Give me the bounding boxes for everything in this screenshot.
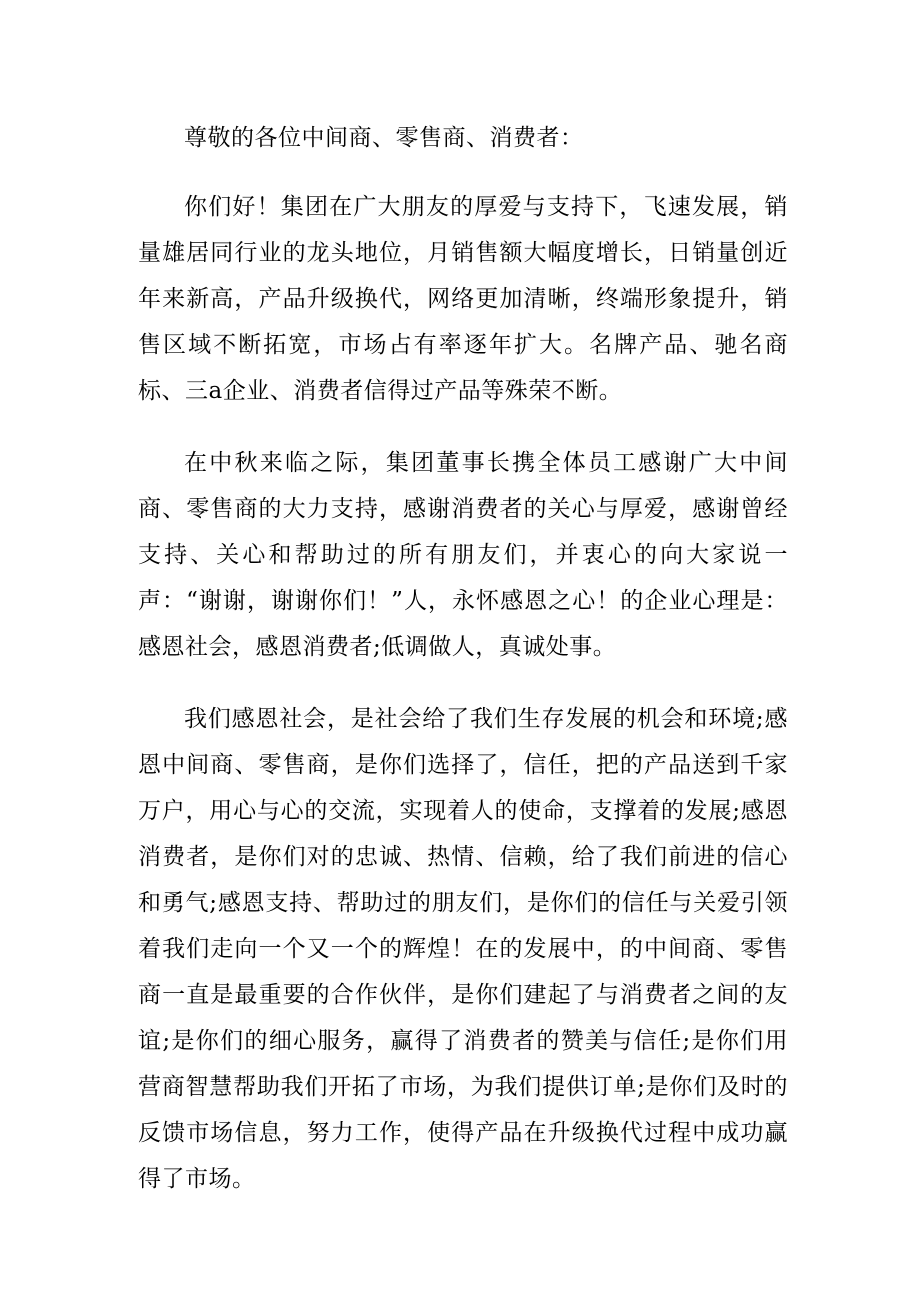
paragraph-thanks: 在中秋来临之际，集团董事长携全体员工感谢广大中间商、零售商的大力支持，感谢消费者的关心与厚爱，感谢曾经支持、关心和帮助过的所有朋友们，并衷心的向大家说一声：“谢谢，谢谢你们！”人，永怀感恩之心！的企业心理是：感恩社会，感恩消费者;低调做人，真诚处事。: [138, 450, 788, 660]
salutation: 尊敬的各位中间商、零售商、消费者：: [184, 125, 584, 151]
letter-body: [138, 115, 788, 1202]
paragraph-greeting: 你们好！集团在广大朋友的厚爱与支持下，飞速发展，销量雄居同行业的龙头地位，月销售额大幅度增长，日销量创近年来新高，产品升级换代，网络更加清晰，终端形象提升，销售区域不断拓宽，市场占有率逐年扩大。名牌产品、驰名商标、三a企业、消费者信得过产品等殊荣不断。: [138, 194, 788, 404]
paragraph-gratitude: 我们感恩社会，是社会给了我们生存发展的机会和环境;感恩中间商、零售商，是你们选择了，信任，把的产品送到千家万户，用心与心的交流，实现着人的使命，支撑着的发展;感恩消费者，是你们对的忠诚、热情、信赖，给了我们前进的信心和勇气;感恩支持、帮助过的朋友们，是你们的信任与关爱引领着我们走向一个又一个的辉煌！在的发展中，的中间商、零售商一直是最重要的合作伙伴，是你们建起了与消费者之间的友谊;是你们的细心服务，赢得了消费者的赞美与信任;是你们用营商智慧帮助我们开拓了市场，为我们提供订单;是你们及时的反馈市场信息，努力工作，使得产品在升级换代过程中成功赢得了市场。: [138, 706, 788, 1192]
